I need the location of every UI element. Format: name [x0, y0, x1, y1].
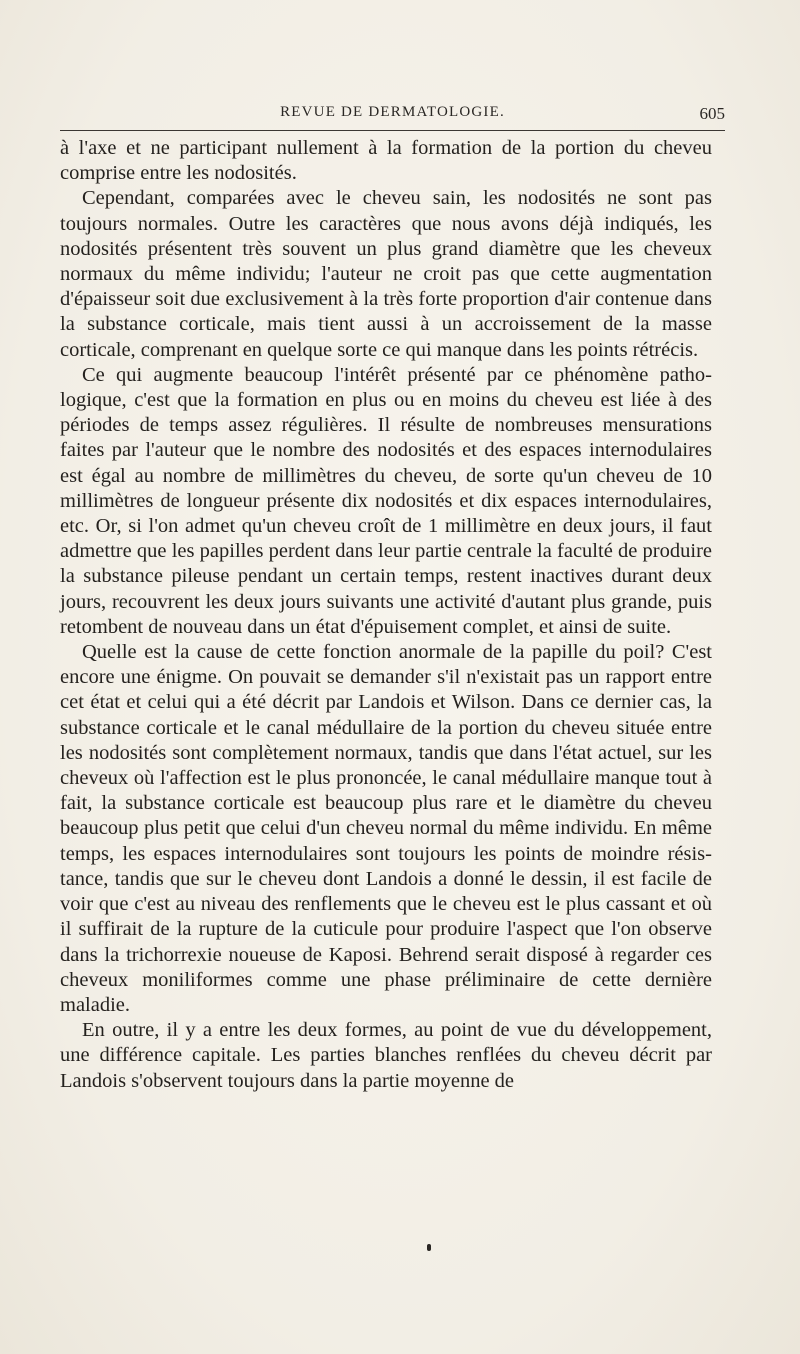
paragraph: Ce qui augmente beaucoup l'intérêt présenté par ce phénomène pathologique, c'est que la formation en plus ou en moins du cheveu est liée à des périodes de temps assez régulières. Il résulte de nombreuses mensurations faites par l'auteur que le nombre des nodosités et des espaces internodulaires est égal au nombre de millimètres du cheveu, de sorte qu'un cheveu de 10 millimètres de longueur présente dix nodosités et dix espaces internodulaires, etc. Or, si l'on admet qu'un cheveu croît de 1 millimètre en deux jours, il faut admettre que les papilles perdent dans leur partie centrale la faculté de produire la substance pileuse pendant un certain temps, restent inactives durant deux jours, recouvrent les deux jours suivants une activité d'autant plus grande, puis retombent de nouveau dans un état d'épuisement complet, et ainsi de suite.: [60, 363, 712, 638]
running-title: REVUE DE DERMATOLOGIE.: [280, 104, 505, 120]
page-number: 605: [699, 104, 725, 123]
paragraph: Cependant, comparées avec le cheveu sain, les nodosités ne sont pas toujours normales. Outre les caractères que nous avons déjà indiqués, les nodosités présentent très souvent un plus grand diamètre que les cheveux normaux du même individu; l'auteur ne croit pas que cette augmentation d'épaisseur soit due exclusivement à la très forte proportion d'air contenue dans la substance corticale, mais tient aussi à un accroissement de la masse corticale, comprenant en quelque sorte ce qui manque dans les points rétrécis.: [60, 187, 712, 361]
header-rule: [60, 130, 725, 131]
paragraph-continuation: à l'axe et ne participant nullement à la formation de la portion du cheveu comprise entre les nodosités.: [60, 137, 712, 185]
paragraph: Quelle est la cause de cette fonction anormale de la papille du poil? C'est encore une énigme. On pouvait se demander s'il n'existait pas un rapport entre cet état et celui qui a été décrit par Landois et Wilson. Dans ce dernier cas, la substance corticale et le canal médullaire de la portion du cheveu située entre les nodosités sont complètement normaux, tandis que dans l'état actuel, sur les cheveux où l'affection est le plus prononcée, le canal médullaire manque tout à fait, la substance corticale est beaucoup plus rare et le diamètre du cheveu beaucoup plus petit que celui d'un cheveu normal du même individu. En même temps, les espaces internodulaires sont toujours les points de moindre résistance, tandis que sur le cheveu dont Landois a donné le dessin, il est facile de voir que c'est au niveau des renflements que le cheveu est le plus cassant et où il suffirait de la rupture de la cuticule pour produire l'aspect que l'on observe dans la trichorrexie noueuse de Kaposi. Behrend serait disposé à regarder ces cheveux moniliformes comme une phase préliminaire de cette dernière maladie.: [60, 641, 712, 1016]
ink-speck: [427, 1244, 431, 1251]
body-text: [60, 136, 712, 1094]
paragraph: En outre, il y a entre les deux formes, au point de vue du développement, une différence capitale. Les parties blanches renflées du cheveu décrit par Landois s'observent toujours dans la partie moyenne de: [60, 1019, 712, 1092]
page-header: [60, 104, 725, 128]
